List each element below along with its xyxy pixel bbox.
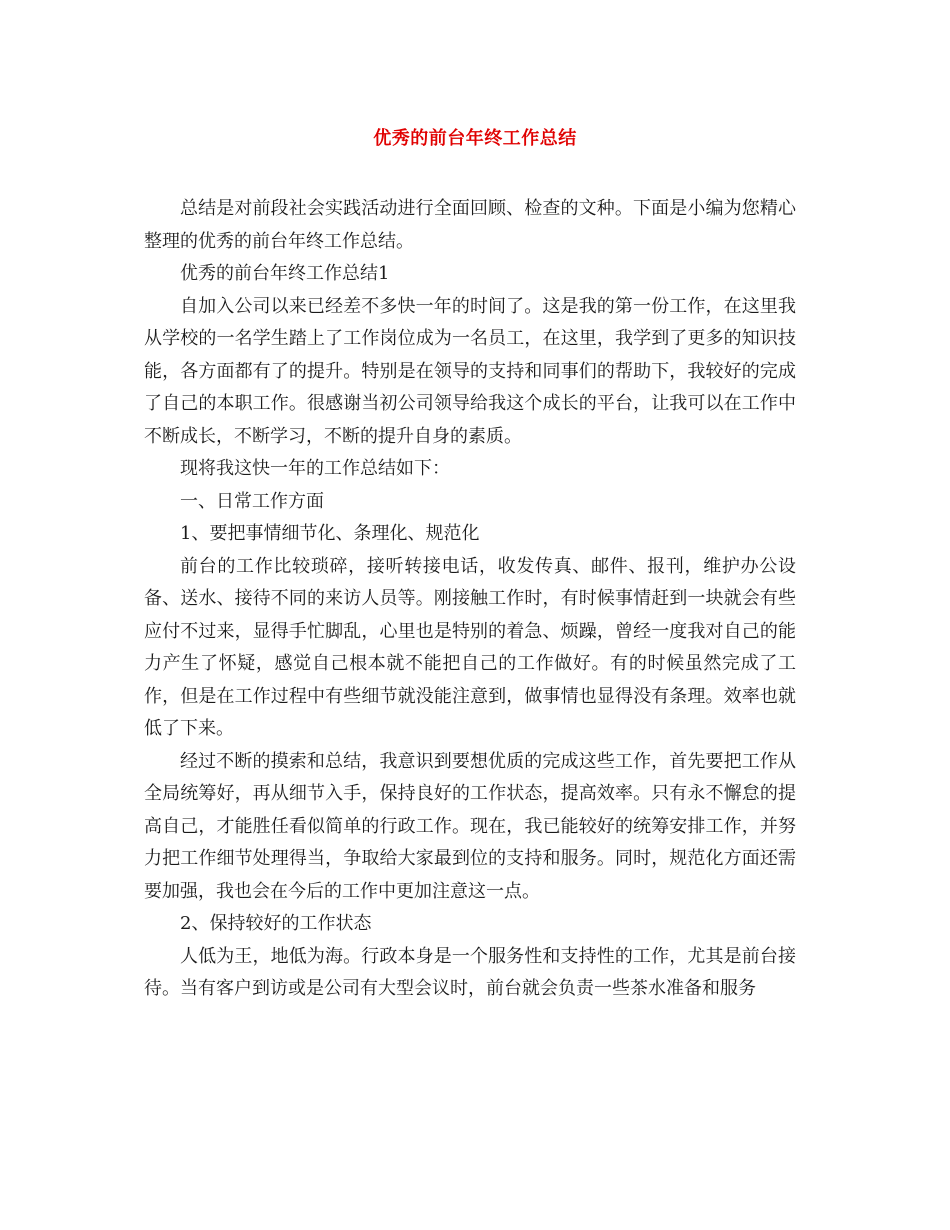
section-heading-daily-work: 一、日常工作方面 [180, 490, 324, 512]
summary-lead: 现将我这快一年的工作总结如下： [180, 458, 450, 479]
document-title: 优秀的前台年终工作总结 [373, 128, 577, 149]
body-paragraph: 人低为王，地低为海。行政本身是一个服务性和支持性的工作，尤其是前台接待。当有客户到访或是公司有大型会议时，前台就会负责一些茶水准备和服务 [144, 945, 796, 999]
section-title-1: 优秀的前台年终工作总结1 [180, 263, 390, 284]
subheading-1: 1、要把事情细节化、条理化、规范化 [180, 523, 480, 544]
body-paragraph: 经过不断的摸索和总结，我意识到要想优质的完成这些工作，首先要把工作从全局统筹好，再从细节入手，保持良好的工作状态，提高效率。只有永不懈怠的提高自己，才能胜任看似简单的行政工作。现在，我已能较好的统筹安排工作，并努力把工作细节处理得当，争取给大家最到位的支持和服务。同时，规范化方面还需要加强，我也会在今后的工作中更加注意这一点。 [144, 750, 796, 902]
document-body [144, 193, 796, 1006]
body-paragraph: 自加入公司以来已经差不多快一年的时间了。这是我的第一份工作，在这里我从学校的一名学生踏上了工作岗位成为一名员工，在这里，我学到了更多的知识技能，各方面都有了的提升。特别是在领导的支持和同事们的帮助下，我较好的完成了自己的本职工作。很感谢当初公司领导给我这个成长的平台，让我可以在工作中不断成长，不断学习，不断的提升自身的素质。 [144, 295, 796, 447]
body-paragraph: 前台的工作比较琐碎，接听转接电话，收发传真、邮件、报刊，维护办公设备、送水、接待不同的来访人员等。刚接触工作时，有时候事情赶到一块就会有些应付不过来，显得手忙脚乱，心里也是特别的着急、烦躁，曾经一度我对自己的能力产生了怀疑，感觉自己根本就不能把自己的工作做好。有的时候虽然完成了工作，但是在工作过程中有些细节就没能注意到，做事情也显得没有条理。效率也就低了下来。 [144, 555, 796, 739]
intro-paragraph: 总结是对前段社会实践活动进行全面回顾、检查的文种。下面是小编为您精心整理的优秀的前台年终工作总结。 [144, 198, 796, 252]
subheading-2: 2、保持较好的工作状态 [180, 913, 372, 934]
